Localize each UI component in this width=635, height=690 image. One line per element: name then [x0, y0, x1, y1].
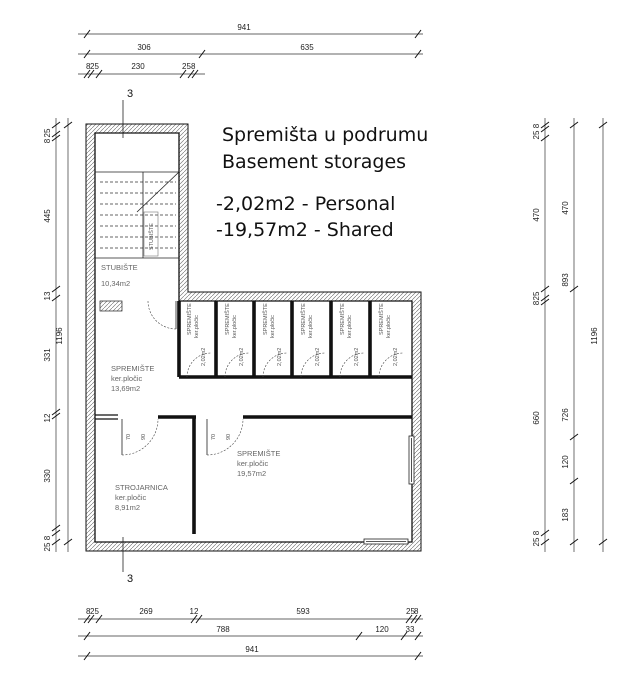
svg-text:ker.pločic: ker.pločic — [347, 315, 353, 338]
room-spremiste1-finish: ker.pločic — [111, 374, 143, 383]
svg-text:ker.pločic: ker.pločic — [386, 315, 392, 338]
svg-text:70: 70 — [211, 433, 217, 440]
staircase — [95, 172, 179, 258]
storage-cells — [179, 301, 412, 377]
title-line-3: -2,02m2 - Personal — [216, 193, 396, 215]
cell-label-4 — [300, 303, 321, 366]
svg-text:2,02m2: 2,02m2 — [315, 347, 321, 366]
dimension-left — [43, 118, 72, 552]
dim-left-8b: 8 — [43, 535, 52, 541]
svg-text:ker.pločic: ker.pločic — [232, 315, 238, 338]
svg-text:2,02m2: 2,02m2 — [201, 347, 207, 366]
room-strojarnica-area: 8,91m2 — [115, 503, 141, 512]
dim-bottom-total: 941 — [245, 645, 259, 654]
cell-label-6 — [378, 303, 399, 366]
dim-left-8a: 8 — [43, 138, 52, 144]
dim-bottom-25b: 25 — [406, 607, 415, 616]
section-mark-top: 3 — [127, 88, 134, 100]
dim-top-8a: 8 — [86, 62, 91, 71]
room-strojarnica-finish: ker.pločic — [115, 493, 147, 502]
room-spremiste2-finish: ker.pločic — [237, 459, 269, 468]
stair-label-vertical: STUBIŠTE — [149, 223, 155, 250]
section-mark-bottom: 3 — [127, 573, 134, 585]
svg-text:SPREMIŠTE: SPREMIŠTE — [187, 303, 193, 335]
dim-right-660: 660 — [532, 411, 541, 425]
dim-right-893: 893 — [561, 273, 570, 287]
room-spremiste2-name: SPREMIŠTE — [237, 449, 281, 458]
svg-text:SPREMIŠTE: SPREMIŠTE — [340, 303, 346, 335]
dim-right-183: 183 — [561, 508, 570, 522]
cell-label-3 — [262, 303, 283, 366]
title-line-1: Spremišta u podrumu — [222, 124, 429, 146]
dim-bottom-12: 12 — [189, 607, 199, 616]
dim-top-total: 941 — [237, 23, 251, 32]
svg-text:ker.pločic: ker.pločic — [194, 315, 200, 338]
dim-bottom-593: 593 — [296, 607, 310, 616]
window-bottom — [364, 539, 408, 544]
room-spremiste1-name: SPREMIŠTE — [111, 364, 155, 373]
dim-top-8b: 8 — [191, 62, 196, 71]
dimension-bottom — [78, 607, 423, 660]
dim-right-8a: 8 — [532, 123, 541, 129]
door-strojarnica — [122, 419, 158, 455]
svg-text:90: 90 — [226, 433, 232, 440]
svg-text:70: 70 — [126, 433, 132, 440]
title-line-2: Basement storages — [222, 151, 407, 173]
svg-text:SPREMIŠTE: SPREMIŠTE — [379, 303, 385, 335]
room-spremiste2-area: 19,57m2 — [237, 469, 267, 478]
dim-bottom-25a: 25 — [90, 607, 99, 616]
dim-top-25a: 25 — [90, 62, 99, 71]
dim-right-25a: 25 — [532, 130, 541, 140]
cell-label-5 — [339, 303, 360, 366]
dim-bottom-8b: 8 — [414, 607, 419, 616]
dimension-right — [532, 118, 607, 552]
dim-right-8c: 8 — [532, 530, 541, 536]
svg-text:ker.pločic: ker.pločic — [308, 315, 314, 338]
dim-right-25c: 25 — [532, 537, 541, 547]
dim-bottom-120: 120 — [375, 625, 389, 634]
cell-label-1 — [186, 303, 207, 366]
dim-bottom-8a: 8 — [86, 607, 91, 616]
dim-right-470b: 470 — [561, 201, 570, 215]
svg-text:2,02m2: 2,02m2 — [277, 347, 283, 366]
svg-text:2,02m2: 2,02m2 — [393, 347, 399, 366]
title-line-4: -19,57m2 - Shared — [216, 219, 394, 241]
svg-text:SPREMIŠTE: SPREMIŠTE — [225, 303, 231, 335]
dim-left-13: 13 — [43, 291, 52, 301]
dim-right-470a: 470 — [532, 208, 541, 222]
cell-label-2 — [224, 303, 245, 366]
svg-text:ker.pločic: ker.pločic — [270, 315, 276, 338]
room-stubiste-area: 10,34m2 — [101, 279, 131, 288]
dim-left-445: 445 — [43, 209, 52, 223]
dim-top-230: 230 — [131, 62, 145, 71]
dim-bottom-788: 788 — [216, 625, 230, 634]
dim-top-306: 306 — [137, 43, 151, 52]
dim-bottom-269: 269 — [139, 607, 153, 616]
dim-right-25b: 25 — [532, 291, 541, 301]
room-strojarnica-name: STROJARNICA — [115, 483, 168, 492]
dim-right-726: 726 — [561, 408, 570, 422]
dim-left-330: 330 — [43, 469, 52, 483]
dim-top-25b: 25 — [182, 62, 191, 71]
svg-text:SPREMIŠTE: SPREMIŠTE — [301, 303, 307, 335]
dim-bottom-33: 33 — [405, 625, 415, 634]
dim-left-25b: 25 — [43, 542, 52, 552]
room-spremiste1-area: 13,69m2 — [111, 384, 141, 393]
dim-right-total: 1196 — [590, 327, 599, 345]
dim-top-635: 635 — [300, 43, 314, 52]
dimension-top — [78, 23, 423, 78]
svg-text:90: 90 — [141, 433, 147, 440]
dim-right-8b: 8 — [532, 300, 541, 306]
svg-text:2,02m2: 2,02m2 — [354, 347, 360, 366]
dim-left-12: 12 — [43, 413, 52, 423]
dim-left-25a: 25 — [43, 128, 52, 138]
room-stubiste-name: STUBIŠTE — [101, 263, 138, 272]
dim-left-total: 1196 — [55, 327, 64, 345]
window-right — [409, 436, 414, 484]
dim-left-331: 331 — [43, 348, 52, 362]
svg-text:2,02m2: 2,02m2 — [239, 347, 245, 366]
dim-right-120: 120 — [561, 455, 570, 469]
svg-text:SPREMIŠTE: SPREMIŠTE — [263, 303, 269, 335]
